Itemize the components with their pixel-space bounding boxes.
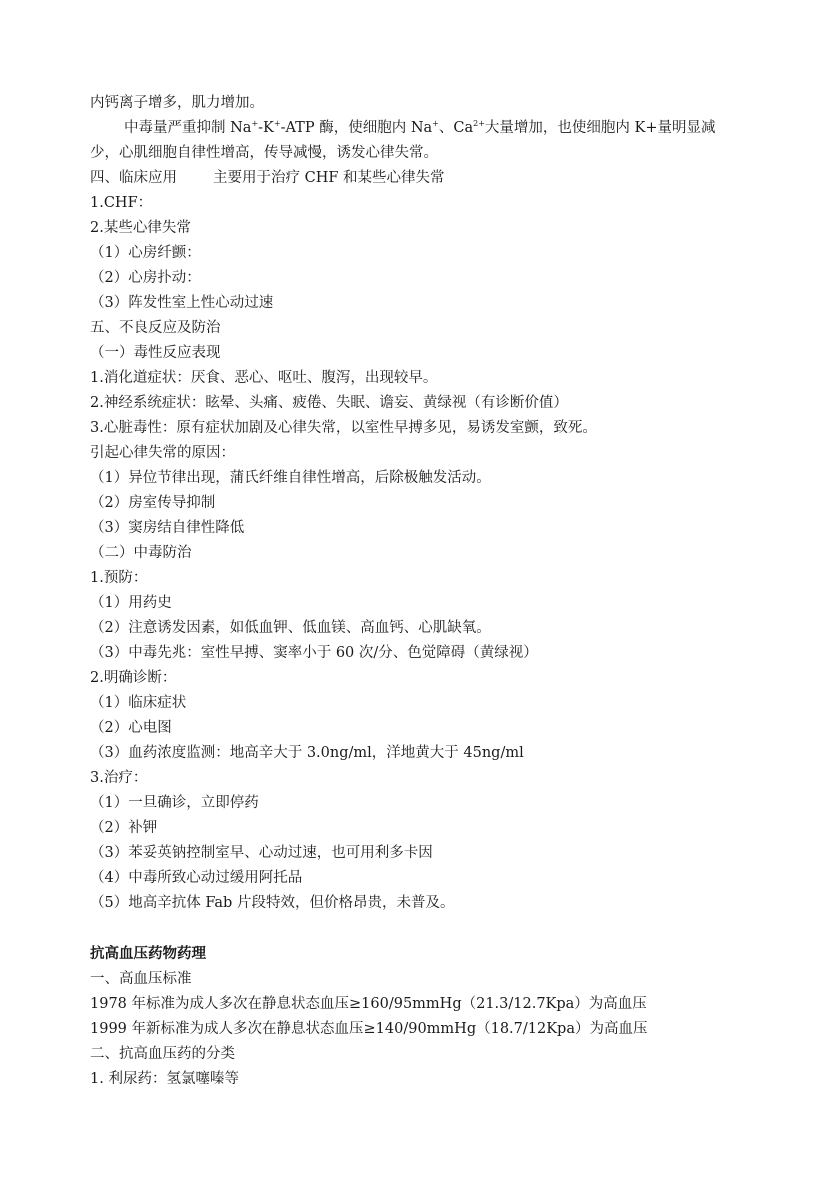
text-line [124, 118, 795, 138]
section-heading: 二、抗高血压药的分类 [90, 1046, 235, 1062]
text-line: （1）异位节律出现，蒲氏纤维自律性增高，后除极触发活动。 [90, 470, 491, 486]
text-line: 2.明确诊断： [90, 670, 177, 686]
superscript: + [251, 119, 259, 128]
text-line: 2.某些心律失常 [90, 220, 191, 236]
text-line: 1.预防： [90, 570, 148, 586]
text-line: （2）心房扑动： [90, 270, 201, 286]
text-line: （1）一旦确诊，立即停药 [90, 795, 259, 811]
superscript: + [273, 119, 281, 128]
text-line: 1.CHF： [90, 195, 153, 211]
text-line: 2.神经系统症状：眩晕、头痛、疲倦、失眠、谵妄、黄绿视（有诊断价值） [90, 395, 568, 411]
text-line: （3）苯妥英钠控制室早、心动过速，也可用利多卡因 [90, 845, 433, 861]
text-line: （2）心电图 [90, 720, 172, 736]
text-line: 1978 年标准为成人多次在静息状态血压≥160/95mmHg（21.3/12.7Kpa）为高血压 [90, 996, 647, 1012]
superscript: + [432, 119, 439, 128]
heading-description: 主要用于治疗 CHF 和某些心律失常 [213, 170, 445, 186]
text-line: 少，心肌细胞自律性增高，传导减慢，诱发心律失常。 [90, 145, 438, 161]
chapter-title: 抗高血压药物药理 [90, 945, 206, 962]
text-line: （3）阵发性室上性心动过速 [90, 295, 274, 311]
text-line: 3.心脏毒性：原有症状加剧及心律失常，以室性早搏多见，易诱发室颤，致死。 [90, 420, 597, 436]
text-line: （2）补钾 [90, 820, 158, 836]
text-line: 内钙离子增多，肌力增加。 [90, 95, 264, 111]
superscript: 2+ [473, 119, 485, 128]
section-heading: 五、不良反应及防治 [90, 320, 221, 336]
text-line: （1）临床症状 [90, 695, 187, 711]
text-line: （二）中毒防治 [90, 545, 192, 561]
text-line: 1. 利尿药：氢氯噻嗪等 [90, 1071, 239, 1087]
text-line: （一）毒性反应表现 [90, 345, 221, 361]
section-heading: 一、高血压标准 [90, 971, 192, 987]
text-line: （1）用药史 [90, 595, 172, 611]
section-heading [90, 168, 795, 188]
text-line: （3）血药浓度监测：地高辛大于 3.0ng/ml，洋地黄大于 45ng/ml [90, 745, 524, 761]
text-line: （3）窦房结自律性降低 [90, 520, 245, 536]
text-line: （2）注意诱发因素，如低血钾、低血镁、高血钙、心肌缺氧。 [90, 620, 491, 636]
text-run: 大量增加，也使细胞内 K+量明显减 [484, 120, 716, 136]
text-line: 引起心律失常的原因： [90, 445, 235, 461]
text-line: （3）中毒先兆：室性早搏、窦率小于 60 次/分、色觉障碍（黄绿视） [90, 645, 538, 661]
heading-text: 四、临床应用 [90, 170, 177, 186]
text-line: 3.治疗： [90, 770, 148, 786]
text-run: 、Ca [438, 120, 474, 136]
text-run: -ATP 酶，使细胞内 Na [280, 120, 433, 136]
text-line: （2）房室传导抑制 [90, 495, 216, 511]
text-run: -K [258, 120, 274, 136]
text-run: 中毒量严重抑制 Na [124, 120, 252, 136]
text-line: （4）中毒所致心动过缓用阿托品 [90, 870, 303, 886]
text-line: 1999 年新标准为成人多次在静息状态血压≥140/90mmHg（18.7/12Kpa）为高血压 [90, 1021, 648, 1037]
text-line: 1.消化道症状：厌食、恶心、呕吐、腹泻，出现较早。 [90, 370, 438, 386]
text-line: （5）地高辛抗体 Fab 片段特效，但价格昂贵，未普及。 [90, 895, 455, 911]
text-line: （1）心房纤颤： [90, 245, 201, 261]
